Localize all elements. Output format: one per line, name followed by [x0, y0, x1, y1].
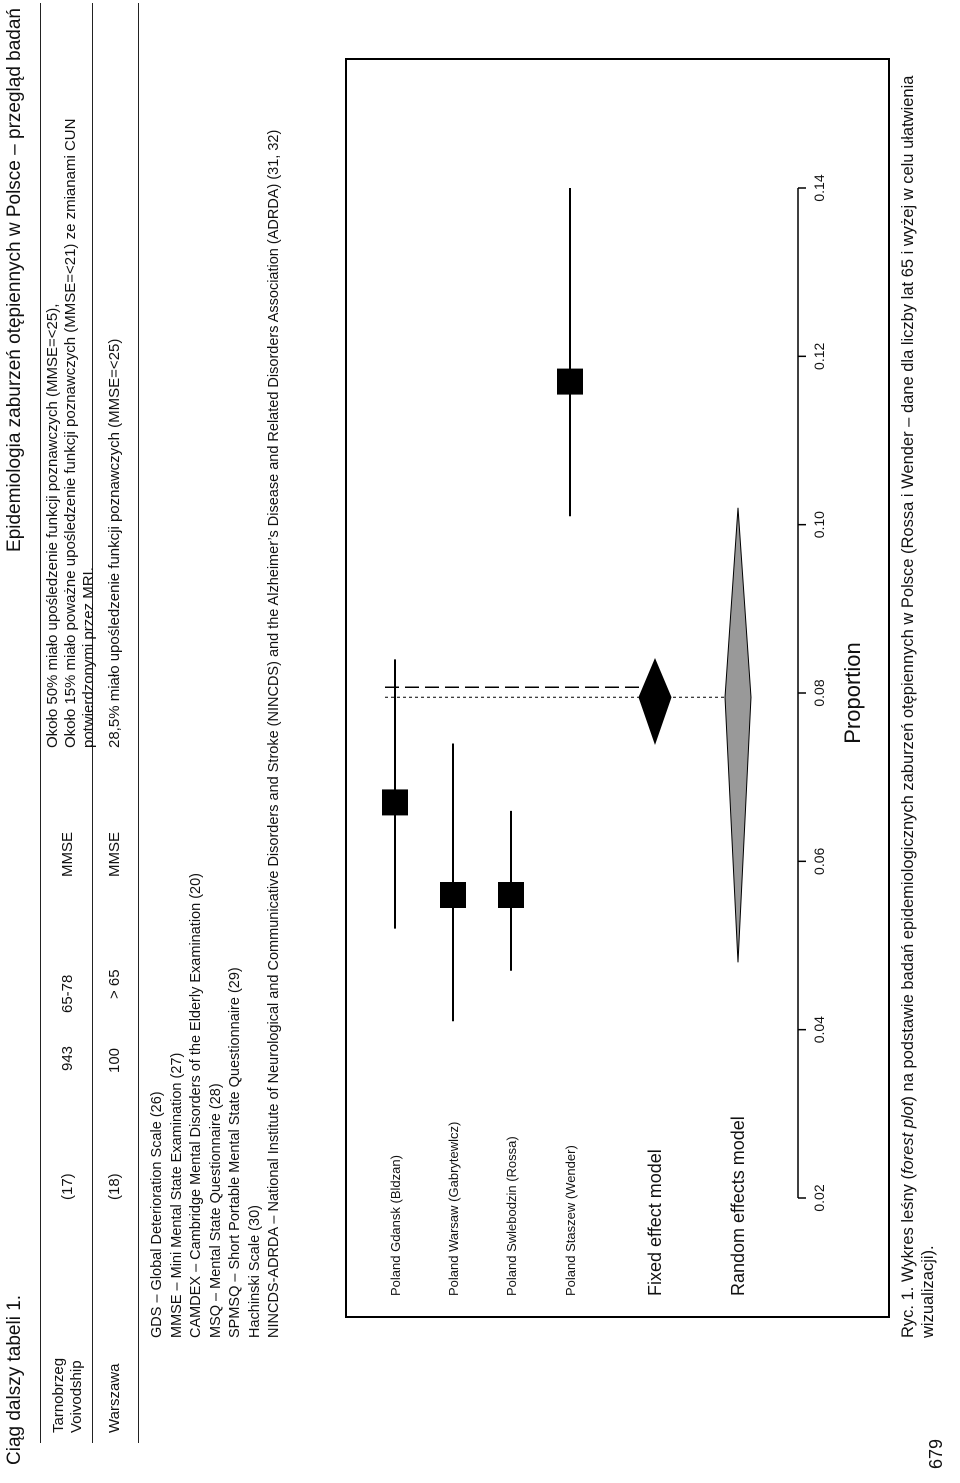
- table-cell-ref: (17): [59, 1173, 76, 1200]
- footnote: GDS – Global Deterioration Scale (26): [149, 1091, 165, 1338]
- footnote: CAMDEX – Cambridge Mental Disorders of the Elderly Examination (20): [188, 873, 204, 1338]
- table-cell-result: 28,5% miało upośledzenie funkcji poznawczych (MMSE=<25): [106, 338, 123, 748]
- region-line: Tarnobrzeg: [50, 1357, 67, 1433]
- table-footnotes: [148, 130, 285, 1338]
- result-line: Około 15% miało poważne upośledzenie funkcji poznawczych (MMSE=<21) ze zmianami CUN: [62, 118, 79, 748]
- table-cell-age: 65-78: [59, 974, 76, 1013]
- caption-italic-term: forest plot: [899, 1101, 917, 1175]
- x-tick-label: 0.14: [811, 174, 827, 202]
- x-tick-label: 0.12: [811, 342, 827, 370]
- running-header: Epidemiologia zaburzeń otępiennych w Polsce – przegląd badań: [4, 8, 25, 552]
- result-line: potwierdzonymi przez MRI.: [80, 567, 97, 748]
- region-line: Voivodship: [68, 1360, 85, 1433]
- study-label: Poland Warsaw (Gabrytewlcz): [446, 1121, 461, 1296]
- study-estimate-box: [440, 882, 466, 908]
- study-label: Poland Staszew (Wender): [563, 1145, 578, 1296]
- x-tick-label: 0.02: [811, 1184, 827, 1212]
- x-tick-label: 0.06: [811, 847, 827, 875]
- forest-plot: [345, 58, 890, 1318]
- x-tick-label: 0.04: [811, 1016, 827, 1044]
- footnote: MSQ – Mental State Questionnaire (28): [207, 1083, 224, 1338]
- table-cell-ref: (18): [106, 1173, 123, 1200]
- x-axis-title: Proportion: [840, 642, 865, 744]
- table-bottom-rule: [138, 3, 139, 1443]
- result-line: Około 50% miało upośledzenie funkcji poznawczych (MMSE=<25),: [44, 303, 61, 748]
- x-tick-label: 0.10: [811, 511, 827, 539]
- footnote: SPMSQ – Short Portable Mental State Questionnaire (29): [227, 967, 243, 1338]
- footnote: MMSE – Mini Mental State Examination (27): [168, 1052, 185, 1338]
- table-cell-age: > 65: [106, 969, 123, 999]
- table-cell-result: [44, 119, 98, 748]
- table-cell-n: 943: [59, 1045, 76, 1071]
- continued-table-label: Ciąg dalszy tabeli 1.: [4, 1294, 25, 1465]
- study-label: Poland Gdansk (Bldzan): [388, 1155, 403, 1296]
- table-cell-region: [50, 1358, 86, 1433]
- table-cell-tool: MMSE: [59, 832, 76, 877]
- x-tick-label: 0.08: [811, 679, 827, 707]
- page-number: 679: [926, 1438, 946, 1469]
- table-cell-n: 100: [106, 1047, 123, 1073]
- table-cell-tool: MMSE: [106, 832, 123, 877]
- plot-frame: [346, 59, 889, 1317]
- study-estimate-box: [557, 369, 583, 395]
- study-estimate-box: [382, 789, 408, 815]
- table-cell-region: Warszawa: [106, 1363, 123, 1433]
- figure-caption: Ryc. 1. Wykres leśny (forest plot) na podstawie badań epidemiologicznych zaburzeń otępiennych w Polsce (Rossa i Wender – dane dla liczby lat 65 i wyżej w celu ułatwienia wizualizacji).: [899, 75, 937, 1338]
- summary-label: Fixed effect model: [645, 1149, 665, 1296]
- table-top-rule: [40, 3, 41, 1443]
- study-label: Poland Swlebodzin (Rossa): [504, 1136, 519, 1296]
- footnote: Hachinski Scale (30): [246, 1205, 263, 1338]
- study-estimate-box: [498, 882, 524, 908]
- footnote: NINCDS-ADRDA – National Institute of Neurological and Communicative Disorders and Stroke (NINCDS) and the Alzheimer’s Disease and Related Disorders Association (ADRDA) (31, 32): [266, 129, 282, 1338]
- summary-label: Random effects model: [728, 1116, 748, 1296]
